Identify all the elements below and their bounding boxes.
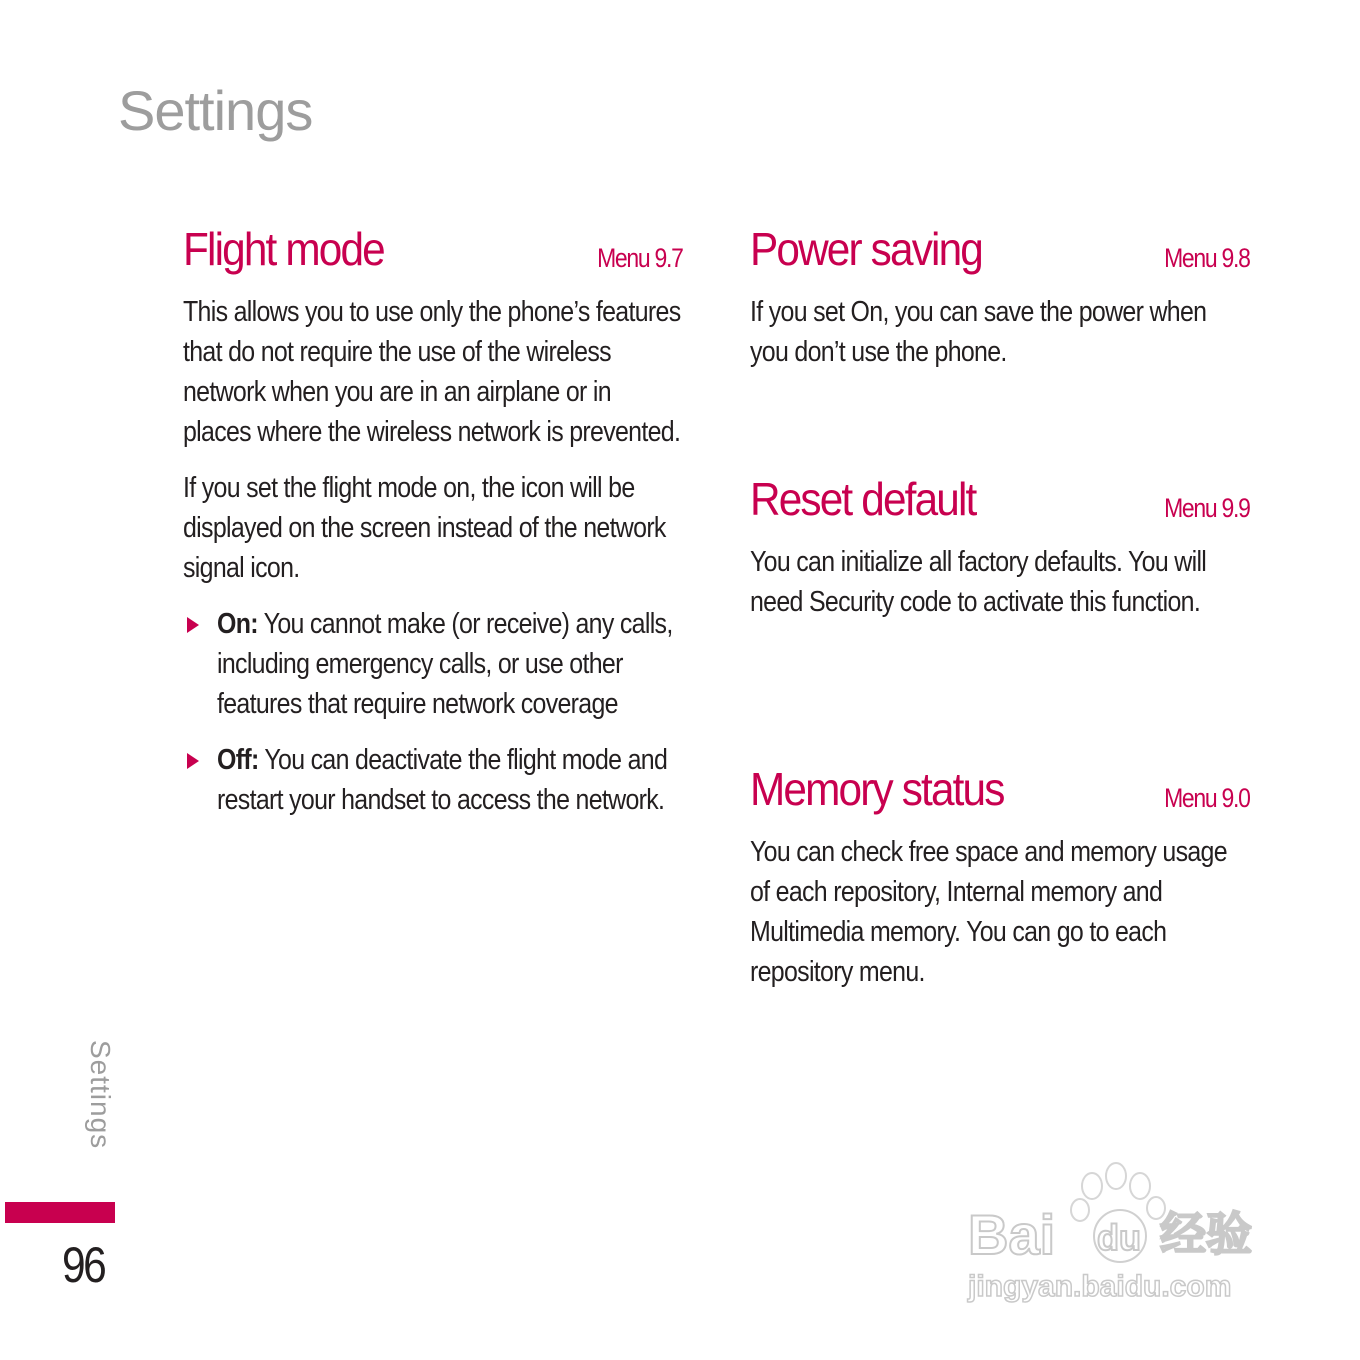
reset-default-title: Reset default — [750, 473, 976, 525]
flight-mode-option-on — [183, 604, 683, 724]
option-text — [217, 740, 686, 820]
watermark-brand-latin: Bai — [968, 1203, 1056, 1266]
watermark-url: jingyan.baidu.com — [968, 1270, 1232, 1303]
right-column — [750, 222, 1250, 988]
bullet-arrow-icon — [187, 753, 199, 769]
reset-default-menu-ref: Menu 9.9 — [1164, 493, 1250, 523]
power-saving-header — [750, 222, 1250, 276]
bullet-arrow-icon — [187, 617, 199, 633]
reset-default-header — [750, 472, 1250, 526]
flight-mode-header — [183, 222, 683, 276]
flight-mode-option-off — [183, 740, 683, 820]
side-section-label: Settings — [85, 1040, 116, 1150]
option-description: You cannot make (or receive) any calls, including emergency calls, or use other features that require network coverage — [217, 608, 673, 720]
memory-status-description: You can check free space and memory usage of each repository, Internal memory and Multimedia memory. You can go to each repository menu. — [750, 836, 1227, 988]
left-column — [183, 222, 683, 820]
flight-mode-description: This allows you to use only the phone’s features that do not require the use of the wireless network when you are in an airplane or in places where the wireless network is prevented. — [183, 296, 681, 448]
memory-status-section — [750, 762, 1250, 992]
flight-mode-title: Flight mode — [183, 223, 384, 275]
flight-mode-options — [183, 604, 683, 820]
option-description: You can deactivate the flight mode and restart your handset to access the network. — [217, 744, 668, 816]
memory-status-menu-ref: Menu 9.0 — [1164, 783, 1250, 813]
memory-status-header — [750, 762, 1250, 816]
page-title: Settings — [118, 79, 313, 142]
flight-mode-icon-note: If you set the flight mode on, the icon will be displayed on the screen instead of the network signal icon. — [183, 472, 666, 584]
power-saving-menu-ref: Menu 9.8 — [1164, 243, 1250, 273]
reset-default-description: You can initialize all factory defaults. You will need Security code to activate this function. — [750, 546, 1207, 618]
baidu-watermark — [960, 1158, 1280, 1308]
option-text — [217, 604, 686, 724]
watermark-brand-du: du — [1097, 1217, 1141, 1258]
page-number: 96 — [62, 1237, 105, 1293]
flight-mode-menu-ref: Menu 9.7 — [597, 243, 683, 273]
memory-status-title: Memory status — [750, 763, 1004, 815]
option-label: Off: — [217, 744, 259, 776]
power-saving-title: Power saving — [750, 223, 982, 275]
bullet-spacer — [183, 724, 683, 740]
flight-mode-section — [183, 222, 683, 820]
side-accent-bar — [5, 1202, 115, 1223]
option-label: On: — [217, 608, 258, 640]
reset-default-section — [750, 472, 1250, 622]
watermark-brand-cn: 经验 — [1160, 1207, 1252, 1261]
power-saving-description: If you set On, you can save the power when you don’t use the phone. — [750, 296, 1207, 368]
power-saving-section — [750, 222, 1250, 372]
